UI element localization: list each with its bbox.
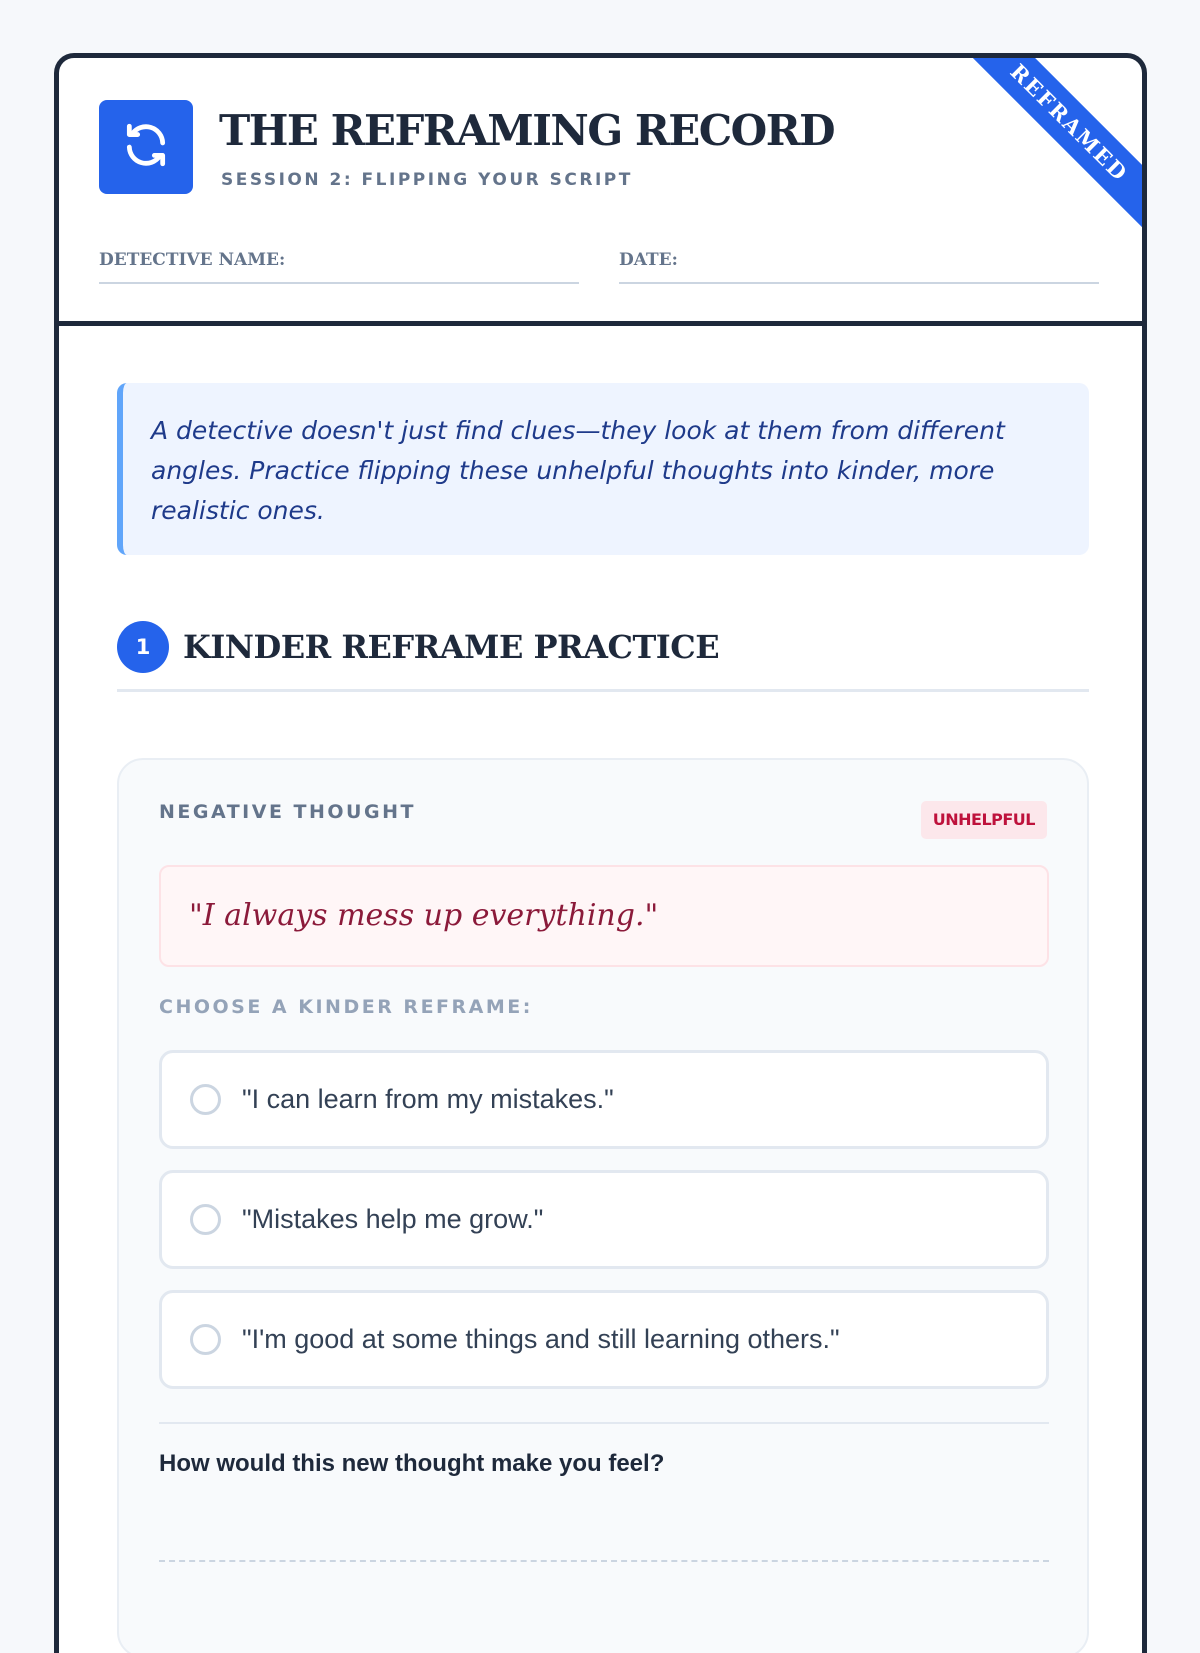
reframe-option-text: "I'm good at some things and still learning others." <box>242 1324 840 1354</box>
negative-thought-label: NEGATIVE THOUGHT <box>159 801 416 823</box>
feeling-answer-line[interactable] <box>159 1532 1049 1562</box>
reframed-ribbon: REFRAMED <box>962 53 1147 230</box>
feeling-question: How would this new thought make you feel? <box>159 1450 665 1477</box>
section-header <box>117 621 1089 692</box>
date-field[interactable] <box>619 250 1099 284</box>
reframe-option-text: "Mistakes help me grow." <box>242 1204 544 1234</box>
radio-button[interactable] <box>190 1204 221 1235</box>
worksheet-header <box>59 58 1142 326</box>
reframe-option-3[interactable] <box>159 1290 1049 1389</box>
reframe-option-2[interactable] <box>159 1170 1049 1269</box>
divider <box>159 1422 1049 1424</box>
section-number-badge: 1 <box>117 621 169 673</box>
page-subtitle: SESSION 2: FLIPPING YOUR SCRIPT <box>221 170 633 190</box>
radio-button[interactable] <box>190 1324 221 1355</box>
page-title: THE REFRAMING RECORD <box>219 106 835 155</box>
reframe-option-1[interactable] <box>159 1050 1049 1149</box>
detective-name-field[interactable] <box>99 250 579 284</box>
intro-callout: A detective doesn't just find clues—they look at them from different angles. Practice flipping these unhelpful thoughts into kinder, more realistic ones. <box>117 383 1089 555</box>
exercise-card <box>117 758 1089 1653</box>
section-title: KINDER REFRAME PRACTICE <box>183 628 720 666</box>
date-label: DATE: <box>619 250 678 270</box>
choose-reframe-label: CHOOSE A KINDER REFRAME: <box>159 996 533 1018</box>
radio-button[interactable] <box>190 1084 221 1115</box>
negative-thought-quote: "I always mess up everything." <box>159 865 1049 967</box>
detective-name-label: DETECTIVE NAME: <box>99 250 286 270</box>
unhelpful-tag: UNHELPFUL <box>921 801 1047 839</box>
logo <box>99 100 193 194</box>
refresh-cycle-icon <box>121 120 171 175</box>
reframe-option-text: "I can learn from my mistakes." <box>242 1084 614 1114</box>
worksheet-card <box>54 53 1147 1653</box>
